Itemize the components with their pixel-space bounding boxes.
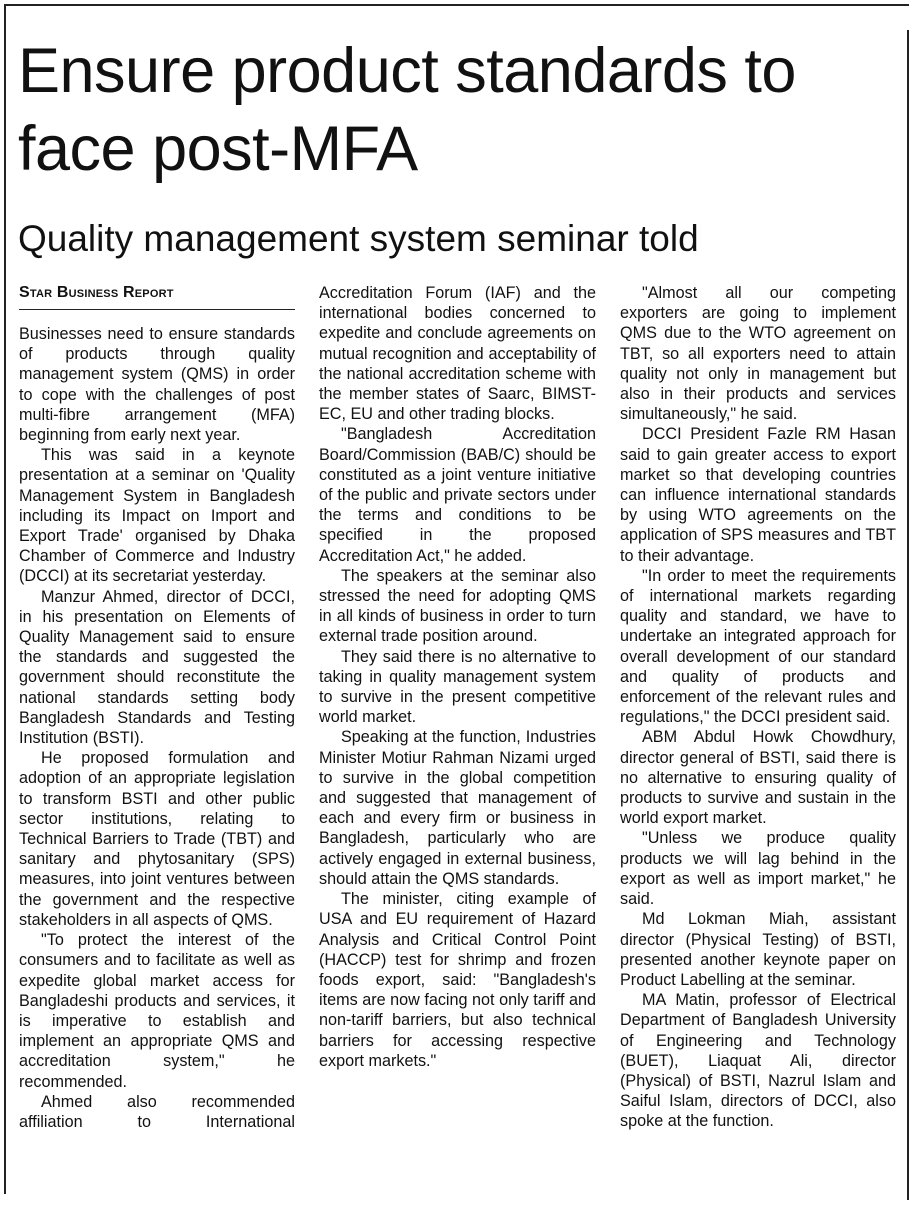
paragraph: MA Matin, professor of Electrical Department of Bangladesh University of Engineering and Technology (BUET), Liaquat Ali, director (Physical) of BSTI, Nazrul Islam and Saiful Islam, directors of DCCI, also spoke at the function. [620, 991, 896, 1131]
headline: Ensure product standards to face post-MFA [18, 36, 796, 184]
paragraph: The speakers at the seminar also stressed the need for adopting QMS in all kinds of business in order to turn external trade position around. [319, 566, 596, 646]
paragraph: "Bangladesh Accreditation Board/Commission (BAB/C) should be constituted as a joint venture initiative of the public and private sectors under the terms and conditions to be specified in the proposed Accreditation Act," he added. [319, 425, 596, 565]
paragraph: "Unless we produce quality products we will lag behind in the export as well as import market," he said. [620, 829, 896, 909]
paragraph: Businesses need to ensure standards of products through quality management system (QMS) in order to cope with the challenges of post multi-fibre arrangement (MFA) beginning from early next year. [19, 325, 295, 445]
subheadline: Quality management system seminar told [18, 218, 699, 259]
byline: Star Business Report [19, 283, 295, 310]
paragraph: Md Lokman Miah, assistant director (Physical Testing) of BSTI, presented another keynote paper on Product Labelling at the seminar. [620, 910, 896, 989]
paragraph: He proposed formulation and adoption of an appropriate legislation to transform BSTI and other public sector institutions, relating to Technical Barriers to Trade (TBT) and sanitary and phytosanitary (SPS) measures, into joint ventures between the government and the respective stakeholders in all aspects of QMS. [19, 749, 295, 929]
top-border-rule [4, 4, 909, 6]
article-column-1 [19, 283, 295, 1132]
paragraph: ABM Abdul Howk Chowdhury, director general of BSTI, said there is no alternative to ensuring quality of products to survive and sustain in the world export market. [620, 728, 896, 828]
paragraph: Ahmed also recommended affiliation to International [19, 1092, 295, 1131]
paragraph: "To protect the interest of the consumers and to facilitate as well as expedite global market access for Bangladeshi products and services, it is imperative to establish and implement an appropriate QMS and accreditation system," he recommended. [19, 931, 295, 1091]
paragraph: This was said in a keynote presentation at a seminar on 'Quality Management System in Bangladesh including its Impact on Import and Export Trade' organised by Dhaka Chamber of Commerce and Industry (DCCI) at its secretariat yesterday. [19, 446, 295, 586]
left-border-rule [4, 4, 6, 1194]
paragraph: Speaking at the function, Industries Minister Motiur Rahman Nizami urged to survive in the global competition and suggested that management of each and every firm or business in Bangladesh, particularly who are actively engaged in external business, should attain the QMS standards. [319, 728, 596, 888]
paragraph: The minister, citing example of USA and EU requirement of Hazard Analysis and Critical Control Point (HACCP) test for shrimp and frozen foods export, said: "Bangladesh's items are now facing not only tariff and non-tariff barriers, but also technical barriers for accessing respective export markets." [319, 890, 596, 1070]
paragraph: DCCI President Fazle RM Hasan said to gain greater access to export market so that developing countries can influence international standards by using WTO agreements on the application of SPS measures and TBT to their advantage. [620, 425, 896, 565]
right-border-rule [907, 30, 909, 1200]
article-column-2 [319, 283, 596, 1071]
paragraph: "In order to meet the requirements of international markets regarding quality and standard, we have to undertake an integrated approach for overall development of our standard and quality of products and enforcement of the relevant rules and regulations," the DCCI president said. [620, 566, 896, 727]
paragraph: They said there is no alternative to taking in quality management system to survive in the present competitive world market. [319, 647, 596, 727]
paragraph: Accreditation Forum (IAF) and the international bodies concerned to expedite and conclude agreements on mutual recognition and acceptability of the national accreditation scheme with the member states of Saarc, BIMST-EC, EU and other trading blocks. [319, 284, 596, 424]
paragraph: "Almost all our competing exporters are going to implement QMS due to the WTO agreement on TBT, so all exporters need to attain quality not only in management but also in their products and services simultaneously," he said. [620, 284, 896, 424]
paragraph: Manzur Ahmed, director of DCCI, in his presentation on Elements of Quality Management said to ensure the standards and suggested the government should reconstitute the national standards setting body Bangladesh Standards and Testing Institution (BSTI). [19, 587, 295, 748]
article-column-3 [620, 283, 896, 1132]
